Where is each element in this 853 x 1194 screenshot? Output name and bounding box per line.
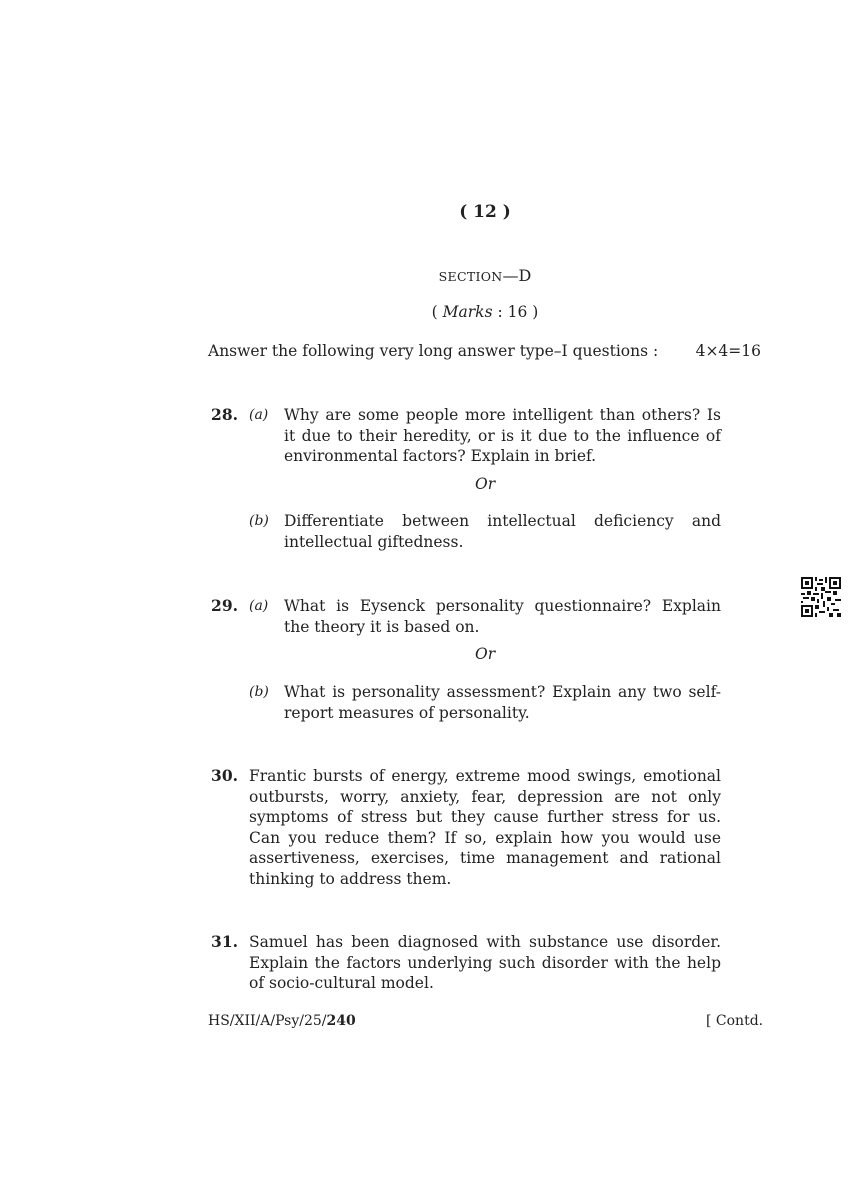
section-label: SECTION (438, 269, 503, 284)
paper-code-prefix: HS/XII/A/Psy/25/ (208, 1013, 327, 1029)
paper-code (208, 1013, 356, 1029)
q31-text: Samuel has been diagnosed with substance use disorder. Explain the factors underlying such disorder with the help of socio-cultural model. (249, 933, 721, 992)
q29-b-label: (b) (249, 684, 269, 700)
marks-label: Marks (442, 303, 493, 321)
page-number: ( 12 ) (459, 202, 511, 222)
question-number-30: 30. (211, 766, 238, 785)
q29-a-label: (a) (249, 598, 269, 614)
marks-open: ( (431, 303, 443, 321)
instruction-text: Answer the following very long answer type–I questions : (208, 342, 659, 360)
q28-a-label: (a) (249, 407, 269, 423)
instruction-line (208, 342, 761, 360)
q29-or: Or (475, 645, 496, 663)
qr-code-icon (801, 577, 841, 617)
instruction-score: 4×4=16 (695, 342, 761, 360)
q28-or: Or (475, 475, 496, 493)
marks-value: : 16 ) (492, 303, 539, 321)
question-number-31: 31. (211, 932, 238, 951)
section-heading (0, 266, 853, 285)
q28-b-label: (b) (249, 513, 269, 529)
section-letter: —D (502, 266, 532, 285)
paper-code-number: 240 (326, 1013, 356, 1029)
q28-a-text: Why are some people more intelligent than others? Is it due to their heredity, or is it due to the influence of environmental factors? Explain in brief. (284, 406, 721, 465)
question-number-29: 29. (211, 596, 238, 615)
marks-line (0, 303, 853, 321)
q30-text: Frantic bursts of energy, extreme mood swings, emotional outbursts, worry, anxiety, fear, depression are not only symptoms of stress but they cause further stress for us. Can you reduce them? If so, explain how you would use assertiveness, exercises, time management and rational thinking to address them. (249, 767, 721, 888)
contd-label: [ Contd. (706, 1013, 764, 1029)
q28-b-text: Differentiate between intellectual deficiency and intellectual giftedness. (284, 512, 721, 551)
q29-a-text: What is Eysenck personality questionnaire? Explain the theory it is based on. (284, 597, 721, 636)
question-number-28: 28. (211, 405, 238, 424)
q29-b-text: What is personality assessment? Explain any two self-report measures of personality. (284, 683, 721, 722)
